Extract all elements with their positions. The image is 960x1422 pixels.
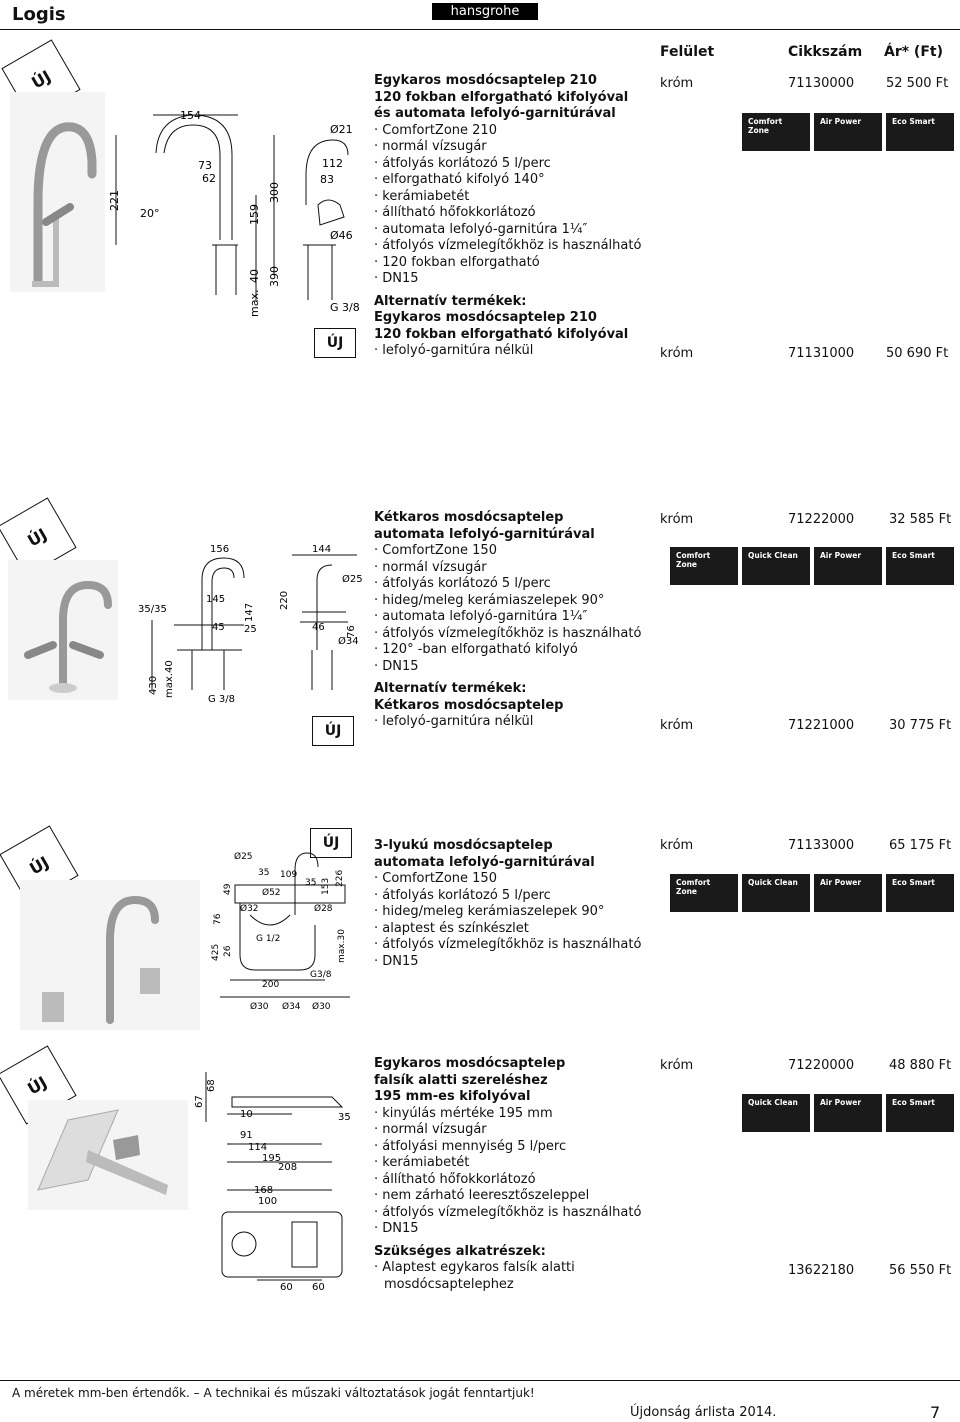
dim-label: 76: [346, 625, 357, 638]
sku-value: 71133000: [788, 838, 855, 853]
product-description-2: [374, 510, 654, 731]
product-title-line: 195 mm-es kifolyóval: [374, 1089, 531, 1104]
dim-label: 46: [312, 622, 325, 633]
dim-label: 112: [322, 157, 343, 170]
dim-label: Ø32: [240, 904, 259, 914]
column-header-price: Ár* (Ft): [884, 44, 943, 60]
dim-label: 100: [258, 1196, 278, 1207]
dim-label: 20°: [140, 207, 160, 220]
new-badge: ÚJ: [1, 39, 80, 118]
product-title-line: Egykaros mosdócsaptelep: [374, 1056, 566, 1071]
feature-item: · normál vízsugár: [374, 139, 487, 154]
column-header-sku: Cikkszám: [788, 44, 863, 60]
column-header-surface: Felület: [660, 44, 715, 60]
price-value: 52 500 Ft: [886, 76, 949, 91]
feature-item: · normál vízsugár: [374, 1122, 487, 1137]
dim-label: 147: [244, 602, 255, 622]
dim-label: 144: [312, 544, 332, 555]
dim-label: 208: [278, 1162, 298, 1173]
feature-item: · ComfortZone 150: [374, 871, 497, 886]
product-description-3: [374, 838, 654, 970]
dim-label: Ø52: [262, 888, 281, 898]
series-title: Logis: [12, 4, 66, 25]
dim-label: 425: [211, 943, 221, 961]
technical-drawing-3: [210, 845, 360, 1015]
feature-item: · hideg/meleg kerámiaszelepek 90°: [374, 592, 605, 608]
quick-clean-icon: Quick Clean: [742, 1094, 810, 1132]
dim-label: 35: [305, 878, 317, 888]
technical-drawing-1: [108, 95, 370, 320]
dim-label: 226: [335, 869, 345, 887]
air-power-icon: Air Power: [814, 874, 882, 912]
alt-price-value: 50 690 Ft: [886, 346, 949, 361]
feature-item: · DN15: [374, 271, 419, 286]
feature-item: · kinyúlás mértéke 195 mm: [374, 1105, 553, 1121]
dim-label: 35: [258, 868, 270, 878]
dim-label: 68: [206, 1079, 217, 1092]
comfort-zone-icon: Comfort Zone: [742, 113, 810, 151]
feature-item: · kerámiabetét: [374, 188, 470, 204]
feature-item: · átfolyás korlátozó 5 l/perc: [374, 155, 551, 171]
dim-label: 60: [280, 1282, 293, 1293]
dim-label: G 3/8: [208, 694, 236, 705]
feature-item: · normál vízsugár: [374, 559, 487, 575]
alt-sku-value: 71221000: [788, 718, 855, 733]
product-description-1: [374, 73, 654, 360]
price-value: 32 585 Ft: [889, 512, 952, 527]
dim-label: 154: [180, 109, 201, 122]
comfort-zone-icon: Comfort Zone: [670, 874, 738, 912]
dim-label: 73: [198, 159, 212, 172]
dim-label: Ø28: [314, 904, 333, 914]
air-power-icon: Air Power: [814, 1094, 882, 1132]
alternative-heading: Alternatív termékek:: [374, 681, 527, 696]
product-title-line: automata lefolyó-garnitúrával: [374, 854, 595, 870]
dim-label: 221: [108, 190, 121, 211]
technical-drawing-2: [132, 540, 368, 710]
feature-item: · átfolyós vízmelegítőkhöz is használható: [374, 1204, 642, 1220]
dim-label: 153: [321, 877, 331, 895]
dim-label: 159: [248, 204, 261, 225]
dim-label: G 1/2: [256, 934, 281, 944]
product-title-line: automata lefolyó-garnitúrával: [374, 526, 595, 542]
dim-label: G3/8: [310, 970, 332, 980]
price-value: 65 175 Ft: [889, 838, 952, 853]
dim-label: 60: [312, 1282, 325, 1293]
eco-smart-icon: Eco Smart: [886, 874, 954, 912]
feature-item: · DN15: [374, 953, 419, 969]
dim-label: Ø21: [330, 123, 353, 136]
alt-title-line: Egykaros mosdócsaptelep 210: [374, 310, 597, 325]
footer-divider: [0, 1380, 960, 1381]
required-price-value: 56 550 Ft: [889, 1263, 952, 1278]
dim-label: 156: [210, 544, 230, 555]
new-badge: ÚJ: [0, 1045, 77, 1124]
eco-smart-icon: Eco Smart: [886, 113, 954, 151]
alt-feature-item: · lefolyó-garnitúra nélkül: [374, 714, 534, 729]
alt-surface-value: króm: [660, 718, 694, 733]
feature-item: · átfolyós vízmelegítőkhöz is használható: [374, 238, 642, 253]
surface-value: króm: [660, 512, 694, 527]
alt-feature-item: · lefolyó-garnitúra nélkül: [374, 343, 534, 358]
footer-note: A méretek mm-ben értendők. – A technikai és műszaki változtatások jogát fenntartjuk!: [12, 1386, 535, 1400]
alt-title-line: Kétkaros mosdócsaptelep: [374, 697, 564, 713]
dim-label: Ø46: [330, 229, 353, 242]
dim-label: 300: [268, 182, 281, 203]
dim-label: 114: [248, 1142, 268, 1153]
dim-label: 67: [194, 1095, 205, 1108]
dim-label: 109: [280, 870, 298, 880]
technical-drawing-4: [192, 1062, 362, 1302]
comfort-zone-icon: Comfort Zone: [670, 547, 738, 585]
new-box: ÚJ: [310, 828, 352, 858]
product-title-line: 120 fokban elforgatható kifolyóval: [374, 89, 629, 105]
dim-label: Ø34: [338, 636, 359, 647]
feature-icons-3: [670, 874, 954, 912]
dim-label: Ø25: [234, 852, 253, 862]
dim-label: 83: [320, 173, 334, 186]
dim-label: 35/35: [138, 604, 167, 615]
dim-label: Ø25: [342, 574, 363, 585]
feature-icons-2: [670, 547, 954, 585]
feature-item: · elforgatható kifolyó 140°: [374, 172, 545, 187]
alt-title-line: 120 fokban elforgatható kifolyóval: [374, 326, 629, 342]
dim-label: 145: [206, 594, 226, 605]
product-title-line: falsík alatti szereléshez: [374, 1072, 548, 1088]
feature-item: · automata lefolyó-garnitúra 1¼″: [374, 609, 588, 624]
dim-label: 195: [262, 1153, 282, 1164]
alt-surface-value: króm: [660, 346, 694, 361]
feature-item: · 120° -ban elforgatható kifolyó: [374, 642, 578, 657]
new-box: ÚJ: [312, 716, 354, 746]
feature-item: · ComfortZone 150: [374, 543, 497, 558]
dim-label: 40: [248, 269, 261, 283]
product-title-line: Egykaros mosdócsaptelep 210: [374, 73, 597, 88]
product-title-line: és automata lefolyó-garnitúrával: [374, 106, 616, 121]
catalog-title: Újdonság árlista 2014.: [630, 1405, 777, 1420]
alt-price-value: 30 775 Ft: [889, 718, 952, 733]
dim-label: 35: [338, 1112, 351, 1123]
quick-clean-icon: Quick Clean: [742, 874, 810, 912]
feature-item: · átfolyási mennyiség 5 l/perc: [374, 1138, 567, 1154]
dim-label: max.30: [337, 929, 347, 963]
page-number: 7: [930, 1403, 941, 1422]
alt-sku-value: 71131000: [788, 346, 855, 361]
header-divider: [0, 29, 960, 30]
air-power-icon: Air Power: [814, 547, 882, 585]
product-title-line: 3-lyukú mosdócsaptelep: [374, 838, 553, 853]
sku-value: 71222000: [788, 512, 855, 527]
dim-label: max.: [248, 289, 261, 317]
sku-value: 71220000: [788, 1058, 855, 1073]
required-part-line: · Alaptest egykaros falsík alatti: [374, 1260, 575, 1275]
feature-item: · nem zárható leeresztőszeleppel: [374, 1188, 590, 1203]
dim-label: 10: [240, 1109, 253, 1120]
product-photo-1: [10, 92, 105, 292]
feature-item: · ComfortZone 210: [374, 122, 497, 138]
feature-item: · automata lefolyó-garnitúra 1¼″: [374, 221, 588, 237]
new-box: ÚJ: [314, 328, 356, 358]
dim-label: 62: [202, 172, 216, 185]
price-value: 48 880 Ft: [889, 1058, 952, 1073]
new-badge: ÚJ: [0, 825, 79, 904]
dim-label: 200: [262, 980, 280, 990]
feature-item: · állítható hőfokkorlátozó: [374, 1171, 536, 1187]
feature-item: · DN15: [374, 658, 419, 674]
surface-value: króm: [660, 1058, 694, 1073]
dim-label: 76: [213, 913, 223, 925]
product-photo-3: [20, 880, 200, 1030]
feature-item: · kerámiabetét: [374, 1155, 470, 1170]
new-badge: ÚJ: [0, 497, 77, 576]
dim-label: 390: [268, 266, 281, 287]
air-power-icon: Air Power: [814, 113, 882, 151]
product-photo-4: [28, 1100, 188, 1210]
required-part-line: mosdócsaptelephez: [384, 1276, 514, 1292]
dim-label: Ø34: [282, 1002, 301, 1012]
dim-label: G 3/8: [330, 301, 360, 314]
eco-smart-icon: Eco Smart: [886, 1094, 954, 1132]
required-parts-heading: Szükséges alkatrészek:: [374, 1243, 546, 1259]
feature-item: · állítható hőfokkorlátozó: [374, 205, 536, 220]
dim-label: 430: [148, 675, 159, 695]
feature-item: · alaptest és színkészlet: [374, 920, 529, 936]
feature-item: · átfolyás korlátozó 5 l/perc: [374, 887, 551, 903]
dim-label: max.40: [164, 660, 175, 698]
feature-item: · átfolyós vízmelegítőkhöz is használható: [374, 937, 642, 952]
dim-label: 168: [254, 1185, 274, 1196]
dim-label: 45: [212, 622, 225, 633]
feature-item: · hideg/meleg kerámiaszelepek 90°: [374, 904, 605, 919]
sku-value: 71130000: [788, 76, 855, 91]
feature-icons-4: [742, 1094, 954, 1132]
dim-label: 91: [240, 1130, 253, 1141]
dim-label: 220: [279, 590, 290, 610]
brand-logo: hansgrohe: [432, 3, 538, 20]
feature-icons-1: [742, 113, 954, 151]
quick-clean-icon: Quick Clean: [742, 547, 810, 585]
dim-label: 26: [223, 945, 233, 957]
product-photo-2: [8, 560, 118, 700]
alternative-heading: Alternatív termékek:: [374, 293, 527, 309]
required-sku-value: 13622180: [788, 1263, 855, 1278]
dim-label: 25: [244, 624, 257, 635]
dim-label: Ø30: [312, 1002, 331, 1012]
eco-smart-icon: Eco Smart: [886, 547, 954, 585]
surface-value: króm: [660, 838, 694, 853]
surface-value: króm: [660, 76, 694, 91]
dim-label: Ø30: [250, 1002, 269, 1012]
feature-item: · DN15: [374, 1221, 419, 1236]
product-title-line: Kétkaros mosdócsaptelep: [374, 510, 564, 525]
feature-item: · átfolyás korlátozó 5 l/perc: [374, 576, 551, 591]
feature-item: · átfolyós vízmelegítőkhöz is használható: [374, 625, 642, 641]
product-description-4: [374, 1056, 654, 1293]
feature-item: · 120 fokban elforgatható: [374, 254, 540, 270]
dim-label: 49: [223, 883, 233, 895]
